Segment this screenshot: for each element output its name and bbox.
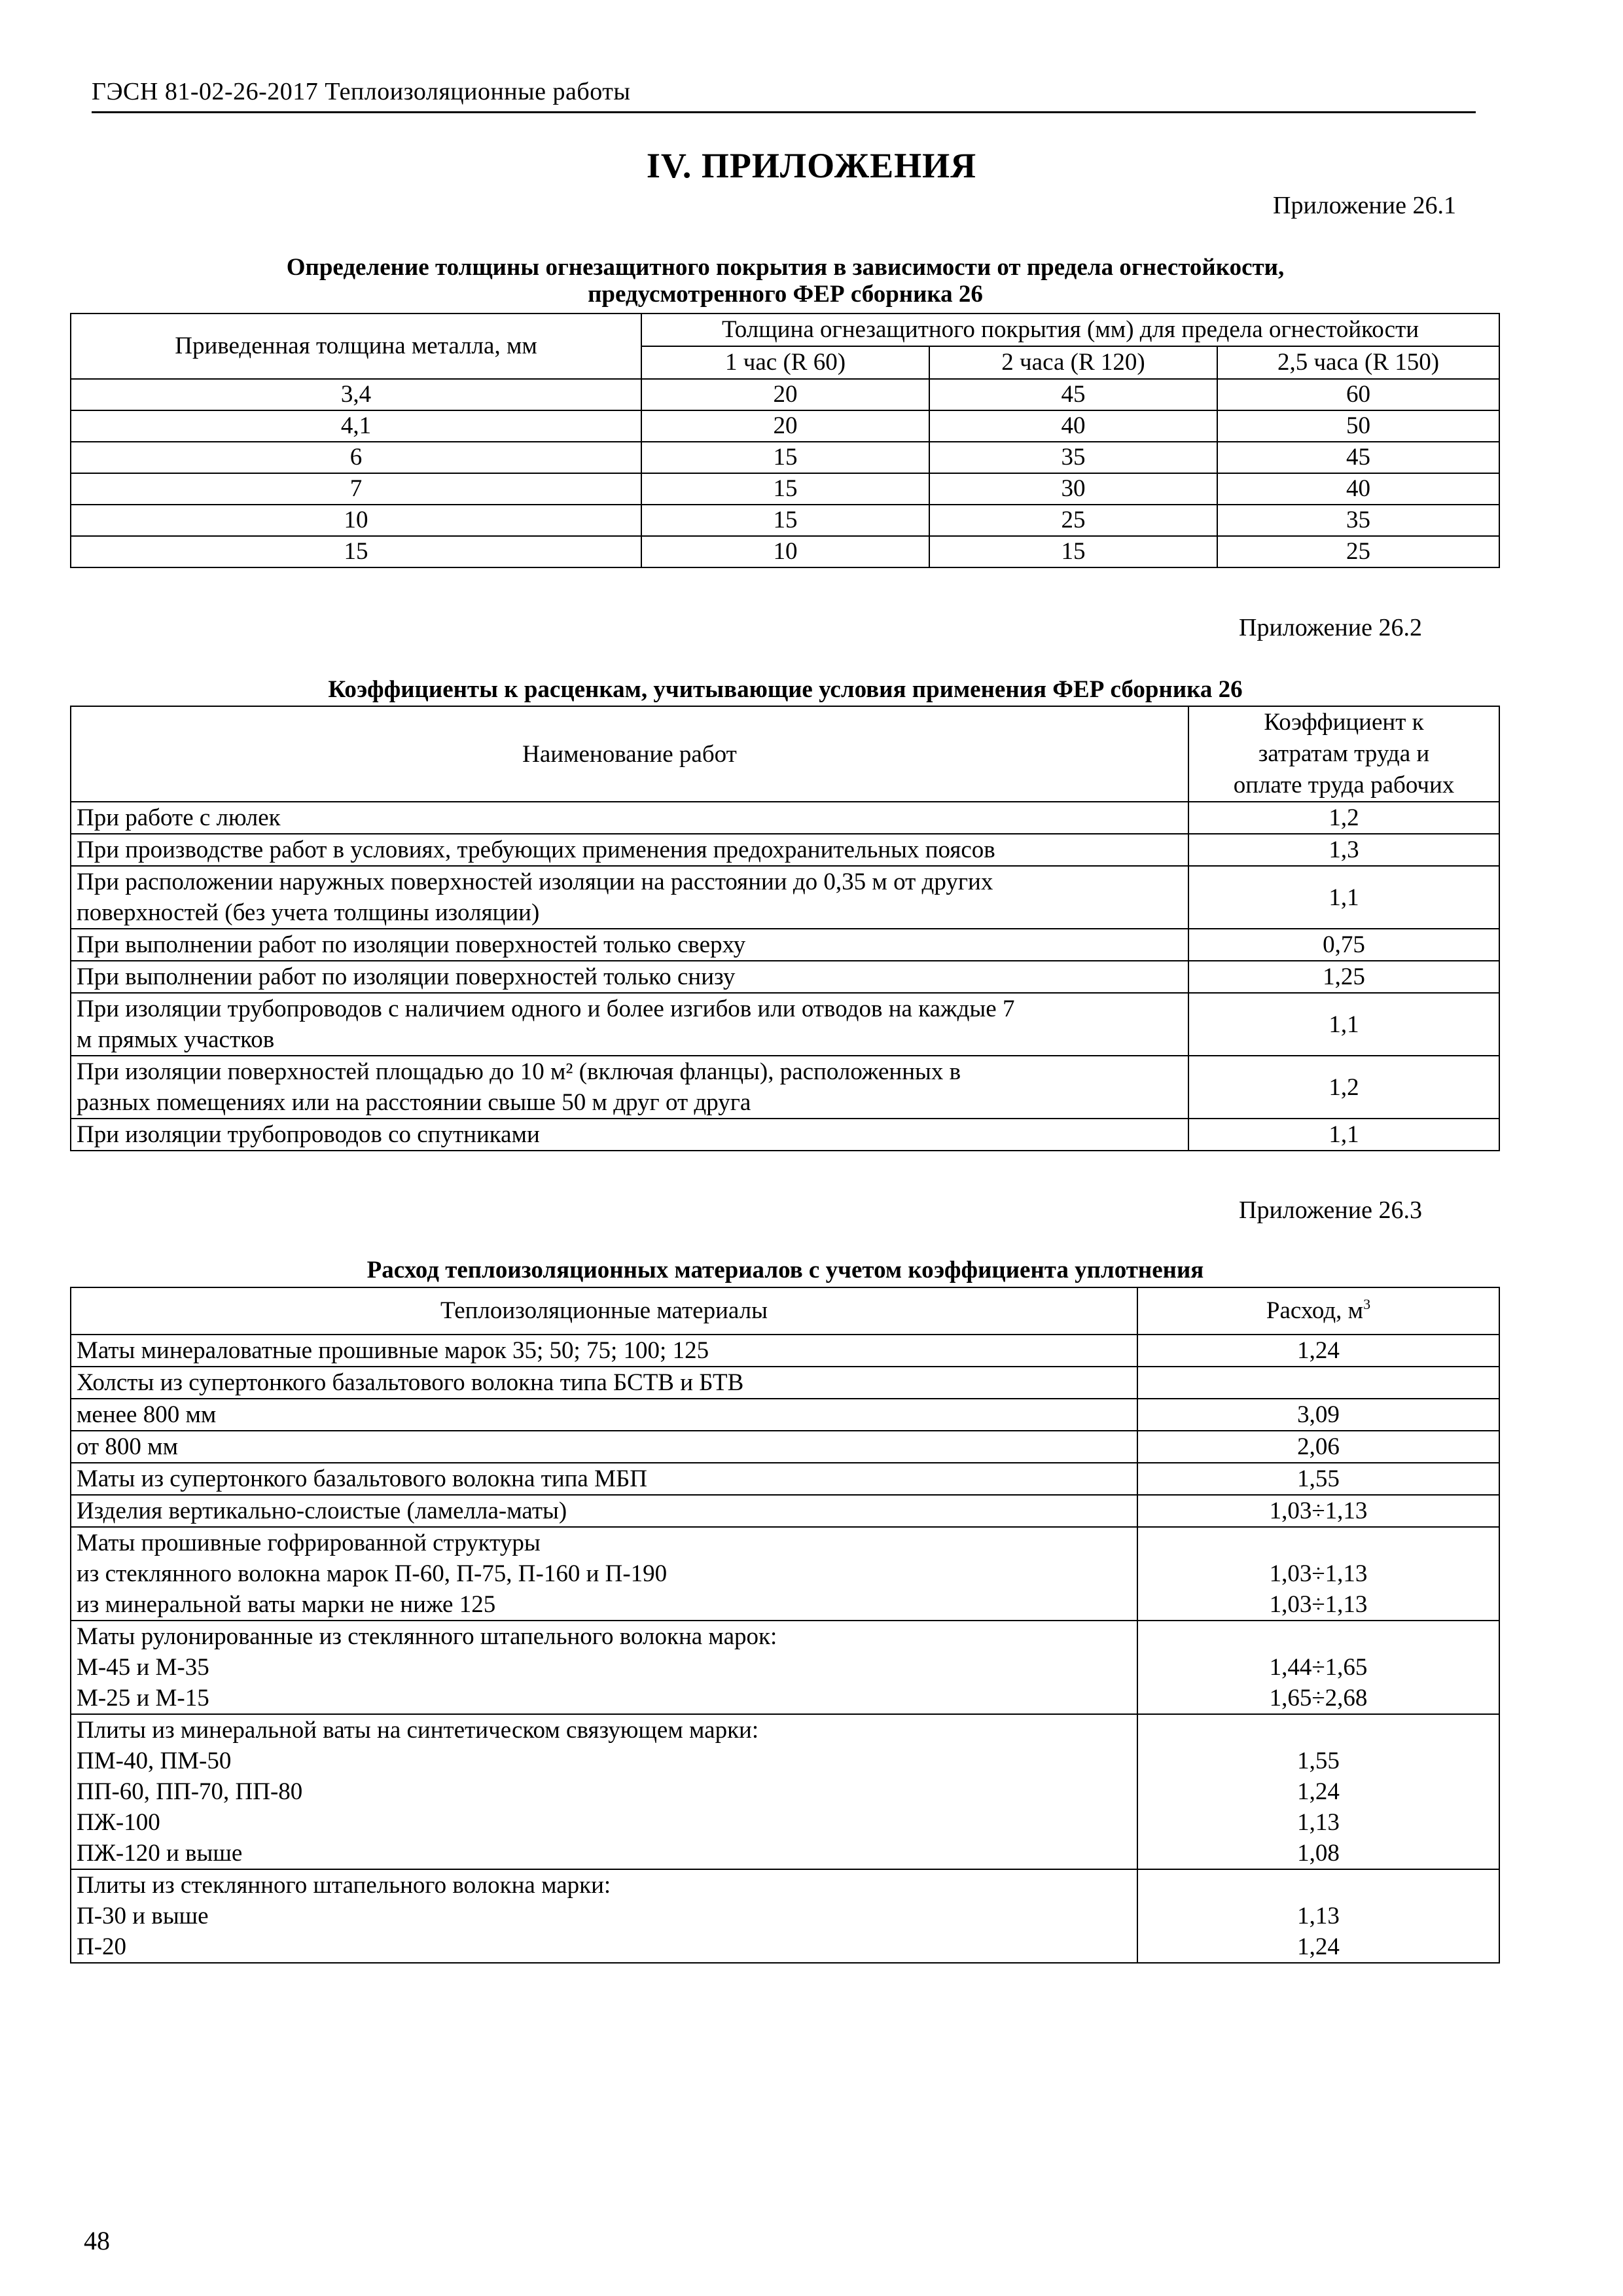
work-name-cell xyxy=(71,1056,1188,1119)
table-row xyxy=(71,929,1499,961)
work-name-line: поверхностей (без учета толщины изоляции) xyxy=(77,899,540,926)
table-cell: 15 xyxy=(641,473,929,505)
work-name-cell xyxy=(71,1119,1188,1151)
material-cell xyxy=(71,1335,1137,1367)
table-row xyxy=(71,1335,1499,1367)
coefficient-cell: 1,2 xyxy=(1188,802,1499,834)
appendix-label-26-1: Приложение 26.1 xyxy=(1273,192,1456,219)
table-row xyxy=(71,379,1499,410)
header-coating-thickness: Толщина огнезащитного покрытия (мм) для предела огнестойкости xyxy=(641,314,1499,346)
material-cell xyxy=(71,1495,1137,1527)
table-row xyxy=(71,1621,1499,1714)
coefficient-cell: 1,1 xyxy=(1188,993,1499,1056)
consumption-value xyxy=(1143,1870,1493,1901)
material-consumption-table xyxy=(70,1287,1500,1964)
consumption-value xyxy=(1143,1715,1493,1746)
consumption-value: 1,03÷1,13 xyxy=(1269,1498,1368,1524)
material-cell xyxy=(71,1869,1137,1963)
consumption-cell xyxy=(1137,1527,1499,1621)
table-caption-26-3: Расход теплоизоляционных материалов с учетом коэффициента уплотнения xyxy=(366,1257,1204,1283)
table-cell: 40 xyxy=(929,410,1217,442)
header-materials: Теплоизоляционные материалы xyxy=(71,1287,1137,1335)
work-name-line: При производстве работ в условиях, требующих применения предохранительных поясов xyxy=(77,836,995,863)
header-consumption xyxy=(1137,1287,1499,1335)
material-line: из минеральной ваты марки не ниже 125 xyxy=(77,1591,496,1618)
table-row xyxy=(71,1495,1499,1527)
consumption-value xyxy=(1143,1528,1493,1558)
table-row xyxy=(71,536,1499,567)
work-name-line: При расположении наружных поверхностей изоляции на расстоянии до 0,35 м от других xyxy=(77,869,993,895)
header-coefficient-line: оплате труда рабочих xyxy=(1233,772,1455,798)
running-header: ГЭСН 81-02-26-2017 Теплоизоляционные работы xyxy=(92,72,1476,113)
table-row xyxy=(71,866,1499,929)
table-cell: 40 xyxy=(1217,473,1499,505)
coefficient-cell: 1,2 xyxy=(1188,1056,1499,1119)
material-line: М-45 и М-35 xyxy=(77,1654,209,1681)
work-name-cell xyxy=(71,929,1188,961)
work-name-line: При выполнении работ по изоляции поверхностей только снизу xyxy=(77,963,736,990)
table-caption-26-2: Коэффициенты к расценкам, учитывающие условия применения ФЕР сборника 26 xyxy=(328,676,1243,703)
work-name-line: При работе с люлек xyxy=(77,804,281,831)
work-name-cell xyxy=(71,802,1188,834)
material-line: из стеклянного волокна марок П-60, П-75, П-160 и П-190 xyxy=(77,1560,668,1587)
consumption-value: 1,03÷1,13 xyxy=(1269,1560,1368,1587)
consumption-value: 1,55 xyxy=(1297,1748,1340,1774)
material-line: Маты прошивные гофрированной структуры xyxy=(77,1530,541,1556)
table-cell: 60 xyxy=(1217,379,1499,410)
work-name-cell xyxy=(71,961,1188,993)
appendix-label-26-2: Приложение 26.2 xyxy=(1239,614,1422,641)
table-cell: 15 xyxy=(71,536,641,567)
consumption-value: 1,65÷2,68 xyxy=(1269,1685,1368,1712)
material-cell xyxy=(71,1463,1137,1495)
coefficient-cell: 1,25 xyxy=(1188,961,1499,993)
consumption-cell: 2,06 xyxy=(1137,1431,1499,1463)
consumption-cell xyxy=(1137,1367,1499,1399)
material-line: П-30 и выше xyxy=(77,1903,209,1929)
header-r150: 2,5 часа (R 150) xyxy=(1217,346,1499,379)
material-cell xyxy=(71,1527,1137,1621)
table-cell: 20 xyxy=(641,379,929,410)
consumption-cell: 3,09 xyxy=(1137,1399,1499,1431)
material-line: ПЖ-120 и выше xyxy=(77,1840,243,1867)
table-row xyxy=(71,1527,1499,1621)
material-line: Маты минераловатные прошивные марок 35; 50; 75; 100; 125 xyxy=(77,1337,709,1364)
table-cell: 10 xyxy=(71,505,641,536)
table-row xyxy=(71,1399,1499,1431)
table-row xyxy=(71,1463,1499,1495)
header-coefficient-line: Коэффициент к xyxy=(1264,709,1424,736)
table-row xyxy=(71,1869,1499,1963)
consumption-cell xyxy=(1137,1463,1499,1495)
material-line: ПП-60, ПП-70, ПП-80 xyxy=(77,1778,303,1805)
coefficients-table xyxy=(70,706,1500,1151)
header-metal-thickness: Приведенная толщина металла, мм xyxy=(71,314,641,379)
coefficient-cell: 1,3 xyxy=(1188,834,1499,866)
table-row xyxy=(71,1431,1499,1463)
material-line: Изделия вертикально-слоистые (ламелла-маты) xyxy=(77,1498,567,1524)
header-consumption-sup: 3 xyxy=(1363,1296,1371,1312)
caption-line: предусмотренного ФЕР сборника 26 xyxy=(588,281,983,308)
table-caption-26-1 xyxy=(72,254,1499,308)
material-cell: Холсты из супертонкого базальтового волокна типа БСТВ и БТВ xyxy=(71,1367,1137,1399)
consumption-value: 1,44÷1,65 xyxy=(1269,1654,1368,1681)
consumption-value: 1,24 xyxy=(1297,1337,1340,1364)
table-cell: 4,1 xyxy=(71,410,641,442)
consumption-value: 1,03÷1,13 xyxy=(1269,1591,1368,1618)
table-row xyxy=(71,802,1499,834)
header-coefficient xyxy=(1188,706,1499,802)
table-row xyxy=(71,505,1499,536)
consumption-cell xyxy=(1137,1714,1499,1869)
table-cell: 45 xyxy=(929,379,1217,410)
consumption-cell xyxy=(1137,1335,1499,1367)
header-consumption-text: Расход, м xyxy=(1266,1297,1364,1324)
table-cell: 35 xyxy=(929,442,1217,473)
table-cell: 3,4 xyxy=(71,379,641,410)
work-name-line: При изоляции трубопроводов с наличием одного и более изгибов или отводов на каждые 7 xyxy=(77,996,1015,1022)
material-line: ПЖ-100 xyxy=(77,1809,160,1836)
coefficient-cell: 0,75 xyxy=(1188,929,1499,961)
table-row xyxy=(71,1119,1499,1151)
consumption-value: 1,24 xyxy=(1297,1778,1340,1805)
consumption-value: 1,24 xyxy=(1297,1933,1340,1960)
fire-protection-thickness-table xyxy=(70,313,1500,568)
table-cell: 7 xyxy=(71,473,641,505)
material-line: Плиты из минеральной ваты на синтетическом связующем марки: xyxy=(77,1717,759,1744)
table-row xyxy=(71,473,1499,505)
work-name-line: м прямых участков xyxy=(77,1026,275,1053)
table-row xyxy=(71,993,1499,1056)
table-cell: 25 xyxy=(1217,536,1499,567)
consumption-value: 1,13 xyxy=(1297,1903,1340,1929)
table-row xyxy=(71,442,1499,473)
work-name-line: При изоляции трубопроводов со спутниками xyxy=(77,1121,540,1148)
work-name-line: разных помещениях или на расстоянии свыше 50 м друг от друга xyxy=(77,1089,751,1116)
work-name-line: При выполнении работ по изоляции поверхностей только сверху xyxy=(77,931,746,958)
appendix-label-26-3: Приложение 26.3 xyxy=(1239,1196,1422,1224)
table-cell: 15 xyxy=(641,442,929,473)
work-name-cell xyxy=(71,993,1188,1056)
material-line: М-25 и М-15 xyxy=(77,1685,209,1712)
consumption-value: 1,55 xyxy=(1297,1465,1340,1492)
caption-line: Определение толщины огнезащитного покрытия в зависимости от предела огнестойкости, xyxy=(286,254,1285,281)
table-cell: 35 xyxy=(1217,505,1499,536)
material-line: П-20 xyxy=(77,1933,127,1960)
table-row xyxy=(71,834,1499,866)
work-name-line: При изоляции поверхностей площадью до 10 м² (включая фланцы), расположенных в xyxy=(77,1058,961,1085)
consumption-cell xyxy=(1137,1869,1499,1963)
coefficient-cell: 1,1 xyxy=(1188,1119,1499,1151)
consumption-value xyxy=(1143,1621,1493,1652)
header-coefficient-line: затратам труда и xyxy=(1258,740,1430,767)
table-cell: 20 xyxy=(641,410,929,442)
table-row xyxy=(71,1056,1499,1119)
material-line: Маты рулонированные из стеклянного штапельного волокна марок: xyxy=(77,1623,777,1650)
table-cell: 15 xyxy=(641,505,929,536)
table-row xyxy=(71,961,1499,993)
table-cell: 45 xyxy=(1217,442,1499,473)
material-line: Плиты из стеклянного штапельного волокна марки: xyxy=(77,1872,611,1899)
table-cell: 10 xyxy=(641,536,929,567)
material-line: Маты из супертонкого базальтового волокна типа МБП xyxy=(77,1465,647,1492)
header-r120: 2 часа (R 120) xyxy=(929,346,1217,379)
consumption-cell xyxy=(1137,1495,1499,1527)
section-title: IV. ПРИЛОЖЕНИЯ xyxy=(646,146,977,185)
table-cell: 6 xyxy=(71,442,641,473)
table-row xyxy=(71,1367,1499,1399)
table-cell: 25 xyxy=(929,505,1217,536)
coefficient-cell: 1,1 xyxy=(1188,866,1499,929)
table-cell: 30 xyxy=(929,473,1217,505)
material-cell xyxy=(71,1621,1137,1714)
consumption-value: 1,13 xyxy=(1297,1809,1340,1836)
material-cell: от 800 мм xyxy=(71,1431,1137,1463)
table-row xyxy=(71,1714,1499,1869)
page-number: 48 xyxy=(84,2226,110,2255)
material-line: ПМ-40, ПМ-50 xyxy=(77,1748,232,1774)
material-cell xyxy=(71,1714,1137,1869)
header-r60: 1 час (R 60) xyxy=(641,346,929,379)
table-row xyxy=(71,410,1499,442)
table-cell: 15 xyxy=(929,536,1217,567)
consumption-cell xyxy=(1137,1621,1499,1714)
material-cell: менее 800 мм xyxy=(71,1399,1137,1431)
work-name-cell xyxy=(71,866,1188,929)
work-name-cell xyxy=(71,834,1188,866)
consumption-value: 1,08 xyxy=(1297,1840,1340,1867)
table-cell: 50 xyxy=(1217,410,1499,442)
header-work-name: Наименование работ xyxy=(71,706,1188,802)
